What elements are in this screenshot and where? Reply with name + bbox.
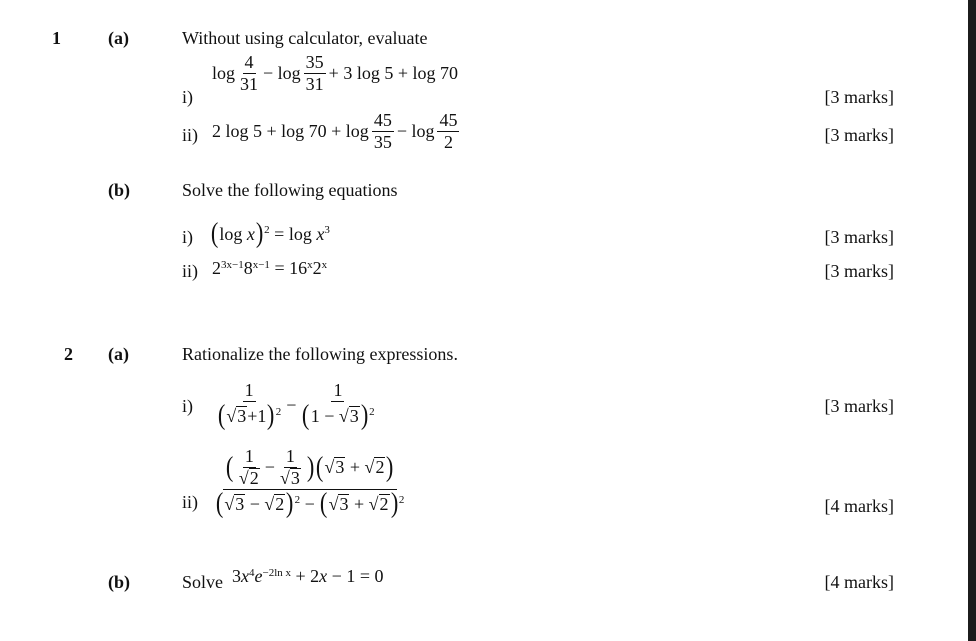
square-root <box>369 494 390 515</box>
math-text: 35 <box>373 132 392 152</box>
denominator: ( 1 − √ 3 ) $^2$ <box>302 400 375 431</box>
marks: [4 marks] <box>824 496 894 516</box>
math-text: 45 <box>373 110 392 130</box>
marks: [3 marks] <box>824 125 894 145</box>
part-label: (a) <box>108 344 129 364</box>
radical-sign: √ <box>279 468 290 488</box>
radical-sign: √ <box>328 493 339 514</box>
marks: [3 marks] <box>824 396 894 416</box>
math-text: + 3 log 5 + log 70 <box>328 63 458 83</box>
math-expression <box>210 446 409 518</box>
marks: [3 marks] <box>824 227 894 247</box>
parenthesis: ) <box>267 400 275 431</box>
parenthesis: ) <box>306 451 315 483</box>
square-root <box>329 494 350 515</box>
math-text: = log <box>269 223 317 244</box>
numerator <box>331 380 344 402</box>
question-number: 2 <box>64 344 73 364</box>
fraction <box>299 380 376 430</box>
fraction <box>237 446 262 489</box>
math-expression <box>212 52 458 95</box>
parenthesis: ) <box>360 400 369 431</box>
parenthesis: ) <box>386 451 394 483</box>
math-variable: x <box>319 566 328 586</box>
radicand: 3 <box>235 493 245 514</box>
parenthesis: ( <box>225 451 233 483</box>
math-text: − log <box>396 121 435 141</box>
part-label: (a) <box>108 28 129 48</box>
radicand: 2 <box>375 457 385 477</box>
math-text: 1 <box>244 380 254 400</box>
fraction <box>213 446 406 518</box>
math-expression: ( log x ) $^2$ = log x $^3$ <box>210 218 330 249</box>
radical-sign: √ <box>238 468 249 488</box>
numerator <box>284 446 297 468</box>
math-text: 2 <box>443 132 453 152</box>
part-instruction: Rationalize the following expressions. <box>182 344 458 364</box>
math-text: = 16 <box>269 258 308 278</box>
math-text: 35 <box>305 52 324 72</box>
item-label: i) <box>182 396 193 416</box>
parenthesis: ( <box>302 400 310 431</box>
math-text: 3 <box>232 566 241 586</box>
radicand: 3 <box>335 457 345 477</box>
part-instruction: Without using calculator, evaluate <box>182 28 428 48</box>
fraction <box>304 52 326 95</box>
parenthesis: ( <box>215 488 224 519</box>
square-root <box>365 457 386 478</box>
math-variable: x <box>316 223 325 244</box>
math-expression <box>212 110 462 153</box>
square-root <box>339 406 360 427</box>
math-variable: x <box>246 223 255 244</box>
numerator <box>304 52 326 74</box>
marks: [3 marks] <box>824 87 894 107</box>
question-number: 1 <box>52 28 61 48</box>
part-instruction: Solve <box>182 572 224 592</box>
numerator <box>223 446 397 490</box>
math-text: +1 <box>247 405 267 426</box>
fraction <box>238 52 260 95</box>
item-label: ii) <box>182 261 198 281</box>
radical-sign: √ <box>364 457 375 477</box>
math-text: 2 <box>212 258 221 278</box>
numerator <box>243 446 256 468</box>
square-root <box>280 468 301 489</box>
math-text: + <box>349 493 369 514</box>
denominator <box>304 74 326 95</box>
math-expression <box>212 380 380 430</box>
parenthesis: ( <box>316 451 324 483</box>
square-root <box>224 494 245 515</box>
math-text: 1 <box>244 446 254 466</box>
denominator <box>237 468 262 489</box>
math-text: − 1 = 0 <box>327 566 384 586</box>
math-text: 8 <box>243 258 253 278</box>
math-text: 1 − <box>310 405 339 426</box>
math-text: log <box>219 223 247 244</box>
math-text: − <box>264 457 275 477</box>
numerator <box>243 52 256 74</box>
math-expression: 2 $^{3x-1}$ 8 $^{x-1}$ = 16 $^x$ 2 $^x$ <box>212 258 328 278</box>
math-text: 1 <box>285 446 295 466</box>
part-label: (b) <box>108 572 130 592</box>
window-edge <box>968 0 976 641</box>
math-text: + <box>345 457 365 477</box>
parenthesis: ( <box>217 400 226 431</box>
numerator <box>437 110 459 132</box>
radical-sign: √ <box>224 493 235 514</box>
item-label: ii) <box>182 125 198 145</box>
denominator: ( √ 3 − √ 2 ) $^2$ − ( √ 3 + √ 2 ) $^2$ <box>215 488 405 519</box>
radicand: 2 <box>249 468 259 488</box>
square-root <box>239 468 260 489</box>
fraction <box>215 380 283 430</box>
item-label: i) <box>182 87 193 107</box>
radicand: 2 <box>275 493 285 514</box>
fraction <box>437 110 459 153</box>
radicand: 2 <box>379 493 389 514</box>
math-text: log <box>212 63 236 83</box>
square-root <box>325 457 346 478</box>
numerator <box>372 110 394 132</box>
radical-sign: √ <box>226 405 237 426</box>
square-root <box>264 494 285 515</box>
radical-sign: √ <box>338 405 349 426</box>
math-text: 1 <box>333 380 343 400</box>
radicand: 3 <box>237 405 247 426</box>
fraction <box>278 446 303 489</box>
denominator: ( √ 3 +1 ) $^2$ <box>217 400 282 431</box>
denominator <box>372 132 394 153</box>
math-text: − <box>245 493 265 514</box>
square-root <box>226 406 247 427</box>
marks: [4 marks] <box>824 572 894 592</box>
parenthesis: ) <box>255 218 264 249</box>
radicand: 3 <box>290 468 300 488</box>
part-label: (b) <box>108 180 130 200</box>
fraction <box>372 110 394 153</box>
item-label: i) <box>182 227 193 247</box>
parenthesis: ( <box>210 218 219 249</box>
math-variable: x <box>241 566 249 586</box>
radical-sign: √ <box>264 493 275 514</box>
math-text: − log <box>263 63 301 83</box>
parenthesis: ( <box>320 488 328 519</box>
math-text: + 2 <box>291 566 320 586</box>
math-expression: 3 x $^4$ e $^{-2ln x}$ + 2 x − 1 = 0 <box>232 566 384 586</box>
math-text: 45 <box>439 110 458 130</box>
marks: [3 marks] <box>824 261 894 281</box>
parenthesis: ) <box>390 488 398 519</box>
numerator <box>243 380 256 402</box>
radicand: 3 <box>349 405 359 426</box>
math-text: 31 <box>240 74 259 94</box>
denominator <box>442 132 455 153</box>
part-instruction: Solve the following equations <box>182 180 398 200</box>
math-text: 31 <box>305 74 324 94</box>
parenthesis: ) <box>286 488 294 519</box>
radical-sign: √ <box>324 457 335 477</box>
math-text: − <box>300 493 320 514</box>
denominator <box>238 74 260 95</box>
math-text: − <box>286 394 297 415</box>
radical-sign: √ <box>368 493 379 514</box>
denominator <box>278 468 303 489</box>
math-text: 4 <box>244 52 254 72</box>
item-label: ii) <box>182 492 198 512</box>
math-variable: e <box>254 566 263 586</box>
math-text: 2 <box>312 258 322 278</box>
math-text: 2 log 5 + log 70 + log <box>212 121 369 141</box>
radicand: 3 <box>339 493 349 514</box>
